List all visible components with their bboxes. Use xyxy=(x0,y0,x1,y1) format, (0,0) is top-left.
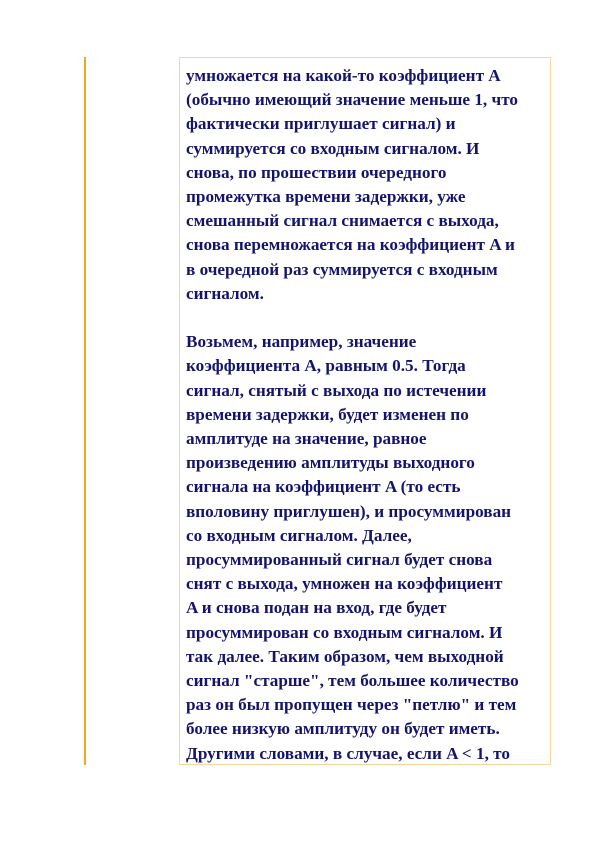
text-line: просуммирован со входным сигналом. И xyxy=(186,622,503,642)
text-line: смешанный сигнал снимается с выхода, xyxy=(186,211,499,231)
text-line: коэффициента A, равным 0.5. Тогда xyxy=(186,356,466,376)
text-line: времени задержки, будет изменен по xyxy=(186,404,469,424)
body-text xyxy=(186,64,550,765)
text-line: сигнал "старше", тем большее количество xyxy=(186,671,519,691)
text-line: сигналом. xyxy=(186,283,264,303)
text-line: снят с выхода, умножен на коэффициент xyxy=(186,574,503,594)
text-line: сигнал, снятый с выхода по истечении xyxy=(186,380,487,400)
text-line: просуммированный сигнал будет снова xyxy=(186,550,493,570)
paragraph-gap xyxy=(186,306,550,330)
text-line: сигнала на коэффициент A (то есть xyxy=(186,477,461,497)
text-line: снова перемножается на коэффициент A и xyxy=(186,235,515,255)
text-line: Возьмем, например, значение xyxy=(186,332,417,352)
text-line: так далее. Таким образом, чем выходной xyxy=(186,646,504,666)
text-line: произведению амплитуды выходного xyxy=(186,453,475,473)
text-line: Другими словами, в случае, если A < 1, то xyxy=(186,743,510,763)
text-line: суммируется со входным сигналом. И xyxy=(186,138,480,158)
text-line: раз он был пропущен через "петлю" и тем xyxy=(186,695,517,715)
left-margin-rule xyxy=(84,57,86,765)
paragraph-2 xyxy=(186,330,550,765)
text-line: в очередной раз суммируется с входным xyxy=(186,259,498,279)
text-line: вполовину приглушен), и просуммирован xyxy=(186,501,512,521)
text-line: более низкую амплитуду он будет иметь. xyxy=(186,719,500,739)
text-line: промежутка времени задержки, уже xyxy=(186,187,466,207)
text-line: (обычно имеющий значение меньше 1, что xyxy=(186,90,519,110)
text-frame xyxy=(179,57,551,765)
text-line: амплитуде на значение, равное xyxy=(186,429,427,449)
text-line: A и снова подан на вход, где будет xyxy=(186,598,447,618)
text-line: снова, по прошествии очередного xyxy=(186,162,447,182)
text-line: фактически приглушает сигнал) и xyxy=(186,114,456,134)
text-line: со входным сигналом. Далее, xyxy=(186,525,412,545)
paragraph-1 xyxy=(186,64,550,306)
text-line: умножается на какой-то коэффициент A xyxy=(186,66,501,85)
